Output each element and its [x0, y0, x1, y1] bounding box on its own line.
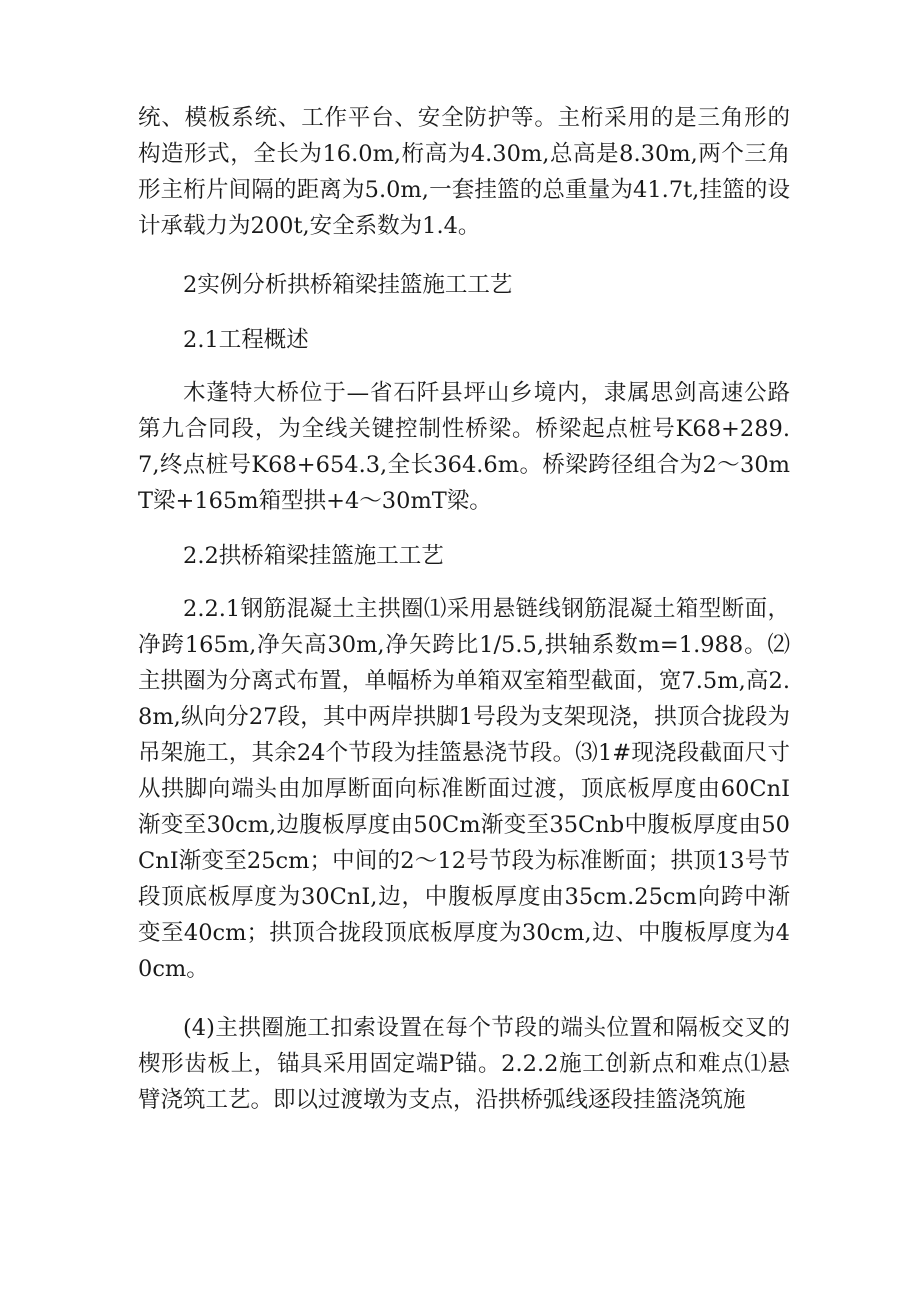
paragraph-main-arch-ring: 2.2.1钢筋混凝土主拱圈⑴采用悬链线钢筋混凝土箱型断面，净跨165m,净矢高30m,净矢跨比1/5.5,拱轴系数m=1.988。⑵主拱圈为分离式布置，单幅桥为单箱双室箱型截面，宽7.5m,高2.8m,纵向分27段，其中两岸拱脚1号段为支架现浇，拱顶合拢段为吊架施工，其余24个节段为挂篮悬浇节段。⑶1#现浇段截面尺寸从拱脚向端头由加厚断面向标准断面过渡，顶底板厚度由60CnI渐变至30cm,边腹板厚度由50Cm渐变至35Cnb中腹板厚度由50CnI渐变至25cm；中间的2～12号节段为标准断面；拱顶13号节段顶底板厚度为30CnI,边，中腹板厚度由35cm.25cm向跨中渐变至40cm；拱顶合拢段顶底板厚度为30cm,边、中腹板厚度为40cm。	[138, 596, 790, 982]
subsection-heading-2-1: 2.1工程概述	[183, 327, 309, 353]
subsection-heading-2-2: 2.2拱桥箱梁挂篮施工工艺	[183, 543, 444, 569]
document-page	[138, 100, 790, 1118]
section-heading-2: 2实例分析拱桥箱梁挂篮施工工艺	[183, 272, 513, 298]
paragraph-project-overview: 木蓬特大桥位于—省石阡县坪山乡境内，隶属思剑高速公路第九合同段，为全线关键控制性桥梁。桥梁起点桩号K68+289.7,终点桩号K68+654.3,全长364.6m。桥梁跨径组合为2～30mT梁+165m箱型拱+4～30mT梁。	[138, 380, 790, 514]
paragraph-cable-anchor: (4)主拱圈施工扣索设置在每个节段的端头位置和隔板交叉的楔形齿板上，锚具采用固定端P锚。2.2.2施工创新点和难点⑴悬臂浇筑工艺。即以过渡墩为支点，沿拱桥弧线逐段挂篮浇筑施	[138, 1015, 790, 1113]
paragraph-continuation-truss: 统、模板系统、工作平台、安全防护等。主桁采用的是三角形的构造形式，全长为16.0m,桁高为4.30m,总高是8.30m,两个三角形主桁片间隔的距离为5.0m,一套挂篮的总重量为41.7t,挂篮的设计承载力为200t,安全系数为1.4。	[138, 105, 790, 239]
